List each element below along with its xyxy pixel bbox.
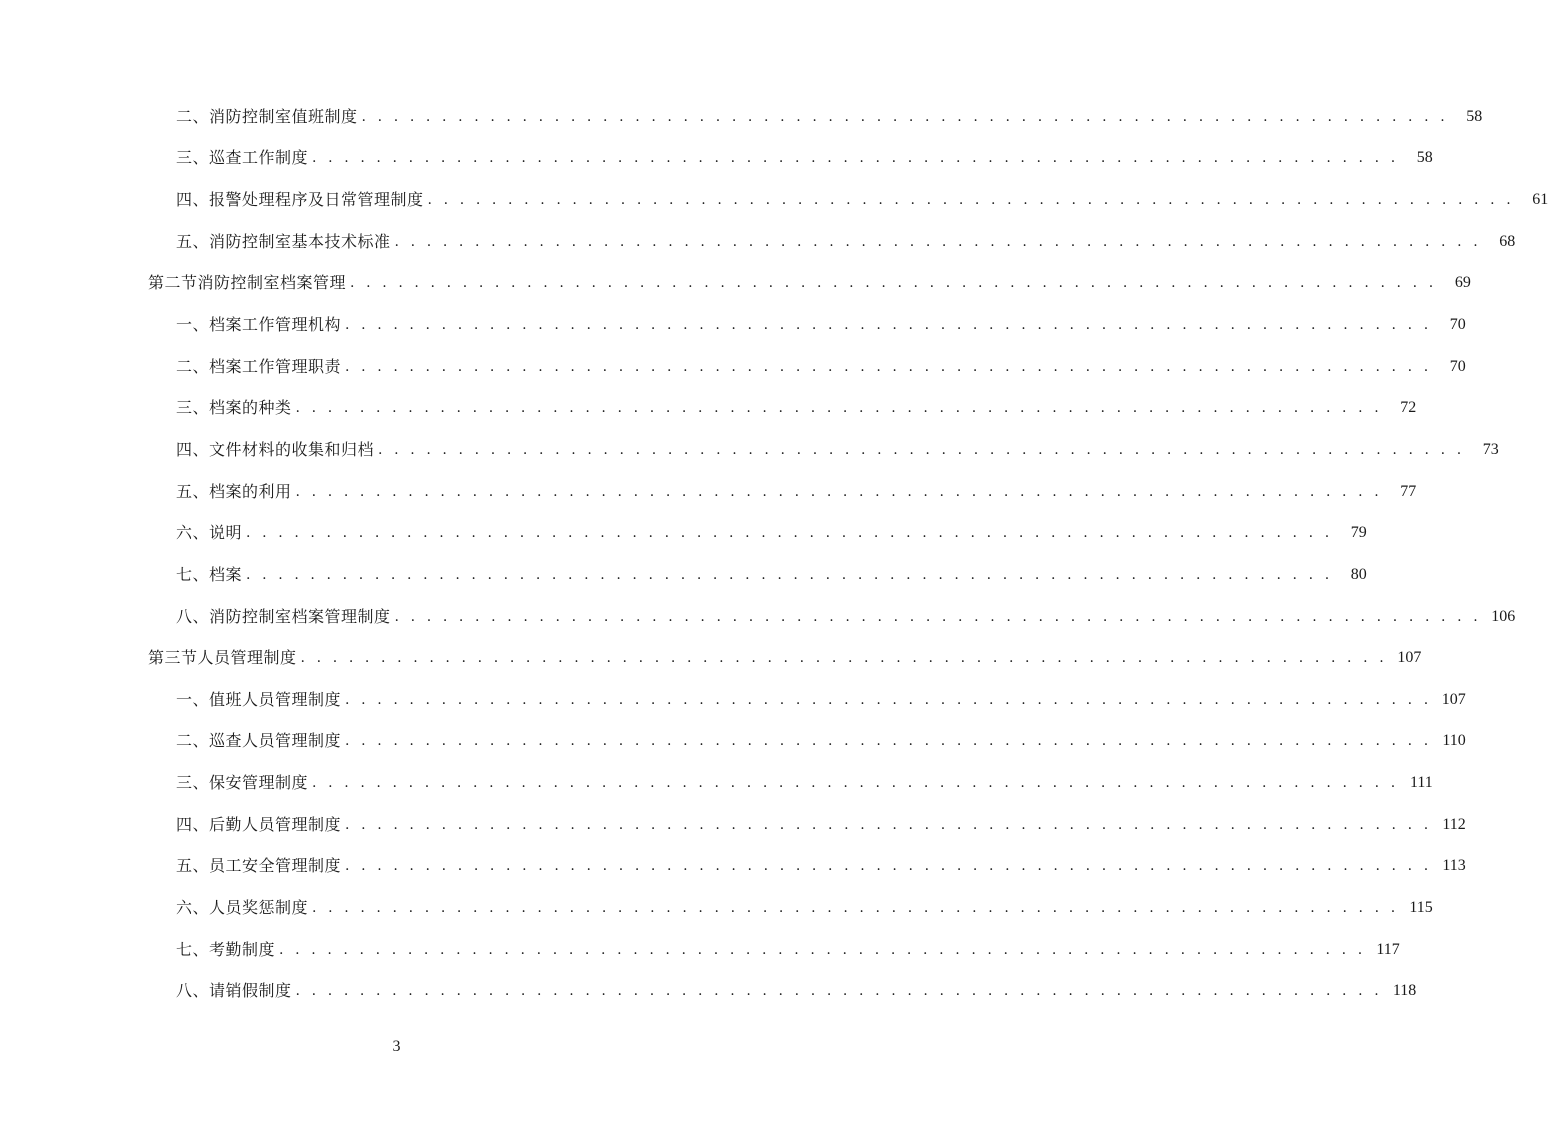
toc-entry[interactable] (0, 221, 1516, 263)
toc-dot-leader: . . . . . . . . . . . . . . . . . . . . . . . . . . . . . . . . . . . . . . . . . . . . . . . . . . . . . . . . . . . . . . . . . . . . (345, 858, 1432, 875)
toc-entry[interactable] (0, 179, 1548, 221)
toc-page-number: 69 (1454, 274, 1471, 292)
toc-page-number: 112 (1442, 815, 1466, 833)
toc-entry[interactable] (0, 887, 1433, 929)
toc-dot-leader: . . . . . . . . . . . . . . . . . . . . . . . . . . . . . . . . . . . . . . . . . . . . . . . . . . . . . . . . . . . . . . . . . . . . (361, 108, 1449, 125)
toc-entry[interactable] (0, 679, 1466, 721)
toc-page-number: 107 (1397, 649, 1422, 667)
toc-entry-title: 一、值班人员管理制度 (176, 689, 342, 709)
toc-dot-leader: . . . . . . . . . . . . . . . . . . . . . . . . . . . . . . . . . . . . . . . . . . . . . . . . . . . . . . . . . . . . . . . . . . . . (246, 566, 1333, 583)
toc-entry[interactable] (0, 804, 1466, 846)
toc-entry-title: 四、后勤人员管理制度 (176, 814, 342, 834)
toc-page-number: 61 (1532, 191, 1548, 209)
toc-entry[interactable] (0, 387, 1417, 429)
toc-dot-leader: . . . . . . . . . . . . . . . . . . . . . . . . . . . . . . . . . . . . . . . . . . . . . . . . . . . . . . . . . . . . . . . . . . . . (279, 941, 1366, 958)
toc-entry[interactable] (0, 846, 1466, 888)
toc-dot-leader: . . . . . . . . . . . . . . . . . . . . . . . . . . . . . . . . . . . . . . . . . . . . . . . . . . . . . . . . . . . . . . . . . . . . (394, 233, 1482, 250)
page-number: 3 (392, 1038, 401, 1055)
toc-dot-leader: . . . . . . . . . . . . . . . . . . . . . . . . . . . . . . . . . . . . . . . . . . . . . . . . . . . . . . . . . . . . . . . . . . . . (246, 525, 1333, 542)
toc-dot-leader: . . . . . . . . . . . . . . . . . . . . . . . . . . . . . . . . . . . . . . . . . . . . . . . . . . . . . . . . . . . . . . . . . . . . (295, 483, 1383, 500)
toc-dot-leader: . . . . . . . . . . . . . . . . . . . . . . . . . . . . . . . . . . . . . . . . . . . . . . . . . . . . . . . . . . . . . . . . . . . . (300, 650, 1388, 667)
toc-page-number: 58 (1466, 107, 1483, 125)
toc-entry[interactable] (0, 96, 1483, 138)
toc-dot-leader: . . . . . . . . . . . . . . . . . . . . . . . . . . . . . . . . . . . . . . . . . . . . . . . . . . . . . . . . . . . . . . . . . . . . (312, 775, 1399, 792)
table-of-contents (0, 96, 1548, 1012)
toc-entry-title: 八、请销假制度 (176, 981, 292, 1001)
toc-page-number: 58 (1416, 149, 1433, 167)
toc-page-number: 113 (1442, 857, 1466, 875)
toc-page-number: 118 (1392, 982, 1417, 1000)
toc-entry-title: 一、档案工作管理机构 (176, 315, 342, 335)
toc-entry-title: 消防控制室档案管理 (197, 273, 347, 293)
toc-entry[interactable] (0, 471, 1417, 513)
toc-entry-title: 三、保安管理制度 (176, 773, 309, 793)
toc-dot-leader: . . . . . . . . . . . . . . . . . . . . . . . . . . . . . . . . . . . . . . . . . . . . . . . . . . . . . . . . . . . . . . . . . . . . (350, 275, 1437, 292)
toc-entry[interactable] (0, 721, 1466, 763)
toc-entry[interactable] (0, 512, 1367, 554)
toc-dot-leader: . . . . . . . . . . . . . . . . . . . . . . . . . . . . . . . . . . . . . . . . . . . . . . . . . . . . . . . . . . . . . . . . . . . . (345, 358, 1432, 375)
toc-entry[interactable] (0, 429, 1499, 471)
toc-dot-leader: . . . . . . . . . . . . . . . . . . . . . . . . . . . . . . . . . . . . . . . . . . . . . . . . . . . . . . . . . . . . . . . . . . . . (427, 192, 1515, 209)
toc-entry-title: 二、档案工作管理职责 (176, 356, 342, 376)
toc-page-number: 72 (1400, 399, 1417, 417)
toc-page-number: 80 (1350, 565, 1367, 583)
toc-dot-leader: . . . . . . . . . . . . . . . . . . . . . . . . . . . . . . . . . . . . . . . . . . . . . . . . . . . . . . . . . . . . . . . . . . . . (394, 608, 1482, 625)
toc-entry-title: 六、说明 (176, 523, 243, 543)
toc-entry-title: 人员管理制度 (197, 648, 297, 668)
toc-dot-leader: . . . . . . . . . . . . . . . . . . . . . . . . . . . . . . . . . . . . . . . . . . . . . . . . . . . . . . . . . . . . . . . . . . . . (345, 317, 1432, 334)
toc-entry-title: 五、消防控制室基本技术标准 (176, 231, 391, 251)
toc-entry[interactable] (0, 304, 1466, 346)
toc-page-number: 70 (1449, 357, 1466, 375)
toc-dot-leader: . . . . . . . . . . . . . . . . . . . . . . . . . . . . . . . . . . . . . . . . . . . . . . . . . . . . . . . . . . . . . . . . . . . . (345, 733, 1432, 750)
toc-page-number: 70 (1449, 316, 1466, 334)
toc-entry[interactable] (0, 554, 1367, 596)
toc-page-number: 79 (1350, 524, 1367, 542)
toc-dot-leader: . . . . . . . . . . . . . . . . . . . . . . . . . . . . . . . . . . . . . . . . . . . . . . . . . . . . . . . . . . . . . . . . . . . . (345, 816, 1432, 833)
toc-section-number: 第二节 (148, 273, 198, 293)
toc-page-number: 117 (1376, 940, 1400, 958)
toc-entry[interactable] (0, 596, 1516, 638)
toc-entry-title: 五、档案的利用 (176, 481, 292, 501)
toc-dot-leader: . . . . . . . . . . . . . . . . . . . . . . . . . . . . . . . . . . . . . . . . . . . . . . . . . . . . . . . . . . . . . . . . . . . . (295, 400, 1383, 417)
toc-entry-title: 五、员工安全管理制度 (176, 856, 342, 876)
toc-dot-leader: . . . . . . . . . . . . . . . . . . . . . . . . . . . . . . . . . . . . . . . . . . . . . . . . . . . . . . . . . . . . . . . . . . . . (295, 983, 1383, 1000)
toc-page-number: 73 (1482, 440, 1499, 458)
toc-entry-title: 二、消防控制室值班制度 (176, 106, 358, 126)
toc-section-entry[interactable] (0, 637, 1422, 679)
toc-entry[interactable] (0, 138, 1433, 180)
toc-page-number: 107 (1441, 690, 1466, 708)
toc-entry-title: 三、档案的种类 (176, 398, 292, 418)
toc-entry-title: 四、文件材料的收集和归档 (176, 439, 375, 459)
toc-entry-title: 四、报警处理程序及日常管理制度 (176, 190, 424, 210)
toc-entry[interactable] (0, 929, 1400, 971)
toc-entry-title: 二、巡查人员管理制度 (176, 731, 342, 751)
toc-page-number: 115 (1409, 898, 1433, 916)
toc-entry-title: 六、人员奖惩制度 (176, 897, 309, 917)
toc-entry-title: 八、消防控制室档案管理制度 (176, 606, 391, 626)
toc-entry[interactable] (0, 346, 1466, 388)
toc-page-number: 68 (1499, 232, 1516, 250)
toc-entry-title: 七、档案 (176, 564, 243, 584)
toc-page-number: 110 (1442, 732, 1466, 750)
toc-entry[interactable] (0, 762, 1433, 804)
toc-dot-leader: . . . . . . . . . . . . . . . . . . . . . . . . . . . . . . . . . . . . . . . . . . . . . . . . . . . . . . . . . . . . . . . . . . . . (312, 899, 1399, 916)
toc-dot-leader: . . . . . . . . . . . . . . . . . . . . . . . . . . . . . . . . . . . . . . . . . . . . . . . . . . . . . . . . . . . . . . . . . . . . (312, 150, 1399, 167)
toc-dot-leader: . . . . . . . . . . . . . . . . . . . . . . . . . . . . . . . . . . . . . . . . . . . . . . . . . . . . . . . . . . . . . . . . . . . . (345, 691, 1432, 708)
toc-section-number: 第三节 (148, 648, 198, 668)
toc-dot-leader: . . . . . . . . . . . . . . . . . . . . . . . . . . . . . . . . . . . . . . . . . . . . . . . . . . . . . . . . . . . . . . . . . . . . (378, 441, 1465, 458)
toc-page-number: 111 (1409, 774, 1433, 792)
toc-entry-title: 三、巡查工作制度 (176, 148, 309, 168)
toc-page-number: 106 (1491, 607, 1516, 625)
toc-page-number: 77 (1400, 482, 1417, 500)
toc-section-entry[interactable] (0, 263, 1471, 305)
toc-entry[interactable] (0, 970, 1417, 1012)
toc-entry-title: 七、考勤制度 (176, 939, 276, 959)
